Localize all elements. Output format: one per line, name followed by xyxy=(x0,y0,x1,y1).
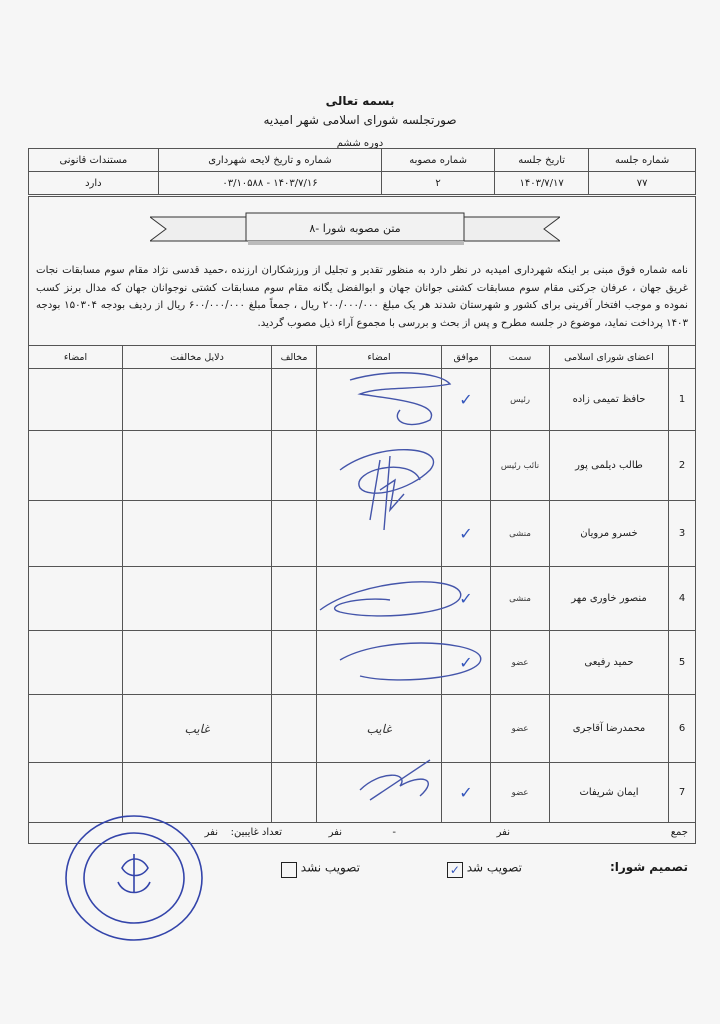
meta-table xyxy=(28,148,696,195)
header-signature-2: امضاء xyxy=(29,346,123,369)
member-agree-mark: ✓ xyxy=(442,631,491,695)
meta-value-legal-documents: دارد xyxy=(29,172,159,195)
member-role: منشی xyxy=(491,501,550,567)
member-agree-mark: ✓ xyxy=(442,501,491,567)
meta-value-resolution-number: ۲ xyxy=(382,172,495,195)
doc-subtitle: صورتجلسه شورای اسلامی شهر امیدیه xyxy=(263,113,457,127)
meta-label-session-date: تاریخ جلسه xyxy=(494,149,588,172)
member-signature2-cell xyxy=(29,631,123,695)
member-role: رئیس xyxy=(491,369,550,431)
member-reason-cell xyxy=(123,369,272,431)
council-seal-icon xyxy=(62,812,206,944)
doc-term: دوره ششم xyxy=(336,138,384,149)
member-name: حافظ تمیمی زاده xyxy=(550,369,669,431)
header-oppose: مخالف xyxy=(272,346,317,369)
meta-value-session-date: ۱۴۰۳/۷/۱۷ xyxy=(494,172,588,195)
member-signature2-cell xyxy=(29,369,123,431)
meta-label-row xyxy=(29,149,696,172)
member-signature2-cell xyxy=(29,431,123,501)
approved-checkbox[interactable] xyxy=(447,862,463,878)
member-agree-mark: ✓ xyxy=(442,567,491,631)
member-number: 1 xyxy=(669,369,696,431)
member-signature2-cell xyxy=(29,567,123,631)
member-role: عضو xyxy=(491,631,550,695)
member-name: ایمان شریفات xyxy=(550,763,669,823)
meta-label-session-number: شماره جلسه xyxy=(589,149,696,172)
member-role: عضو xyxy=(491,695,550,763)
approved-label: تصویب شد xyxy=(466,860,522,875)
member-number: 6 xyxy=(669,695,696,763)
member-number: 3 xyxy=(669,501,696,567)
member-agree-mark: ✓ xyxy=(442,369,491,431)
member-role: منشی xyxy=(491,567,550,631)
member-reason-cell xyxy=(123,501,272,567)
banner-title: ۸- متن مصوبه شورا xyxy=(309,222,401,235)
member-role: عضو xyxy=(491,763,550,823)
member-signature2-cell xyxy=(29,695,123,763)
rejected-checkbox[interactable] xyxy=(281,862,297,878)
header-member: اعضای شورای اسلامی xyxy=(550,346,669,369)
header-number xyxy=(669,346,696,369)
header-position: سمت xyxy=(491,346,550,369)
decision-label: تصمیم شورا: xyxy=(609,860,688,874)
rejected-option xyxy=(281,860,360,876)
member-reason-cell xyxy=(123,431,272,501)
member-name: منصور خاوری مهر xyxy=(550,567,669,631)
agree-unit: نفر xyxy=(496,827,510,838)
member-role: نائب رئیس xyxy=(491,431,550,501)
doc-title: بسمه تعالی xyxy=(325,94,395,108)
member-reason-cell xyxy=(123,631,272,695)
member-name: طالب دیلمی پور xyxy=(550,431,669,501)
total-label: جمع xyxy=(670,827,688,838)
total-dash: - xyxy=(392,827,396,838)
member-name: حمید رفیعی xyxy=(550,631,669,695)
resolution-text: نامه شماره فوق مبنی بر اینکه شهرداری امیدیه در نظر دارد به منظور تقدیر و تجلیل از ورزشکاران ارزنده ،حمید قدسی نژاد مقام سوم مسابقات نجات غریق جهان ، عرفان جرکتی مقام سوم مسابقات کشتی جوانان جهان و ابوالفضل یگانه مقام سوم مسابقات کشتی نوجوانان جهان که مدال برنز کسب نموده و موجب افتخار آفرینی برای کشور و شهرستان شدند هر یک مبلغ ۲۰۰/۰۰۰/۰۰۰ ریال ، جمعاً مبلغ ۶۰۰/۰۰۰/۰۰۰ ریال از ردیف بودجه ۱۵۰۳۰۴ بودجه ۱۴۰۳ پرداخت نماید، موضوع در جلسه مطرح و پس از بحث و بررسی با مجموع آراء ذیل مصوب گردید. xyxy=(36,265,688,329)
header-agree: موافق xyxy=(442,346,491,369)
header-signature: امضاء xyxy=(317,346,442,369)
member-absent-note: غایب xyxy=(317,695,442,763)
meta-value-session-number: ۷۷ xyxy=(589,172,696,195)
member-absent-reason: غایب xyxy=(123,695,272,763)
absent-count-label: تعداد غایبین: xyxy=(230,827,282,838)
header-oppose-reasons: دلایل مخالفت xyxy=(123,346,272,369)
member-number: 2 xyxy=(669,431,696,501)
member-name: محمدرضا آقاجری xyxy=(550,695,669,763)
meta-label-legal-documents: مستندات قانونی xyxy=(29,149,159,172)
member-number: 4 xyxy=(669,567,696,631)
member-number: 5 xyxy=(669,631,696,695)
meta-label-bill-number-date: شماره و تاریخ لایحه شهرداری xyxy=(158,149,382,172)
member-agree-mark: ✓ xyxy=(442,763,491,823)
meta-value-row xyxy=(29,172,696,195)
member-name: خسرو مرویان xyxy=(550,501,669,567)
absent-unit: نفر xyxy=(204,827,218,838)
meta-value-bill-number-date: ۱۴۰۳/۷/۱۶ - ۰۳/۱۰۵۸۸ xyxy=(158,172,382,195)
member-reason-cell xyxy=(123,567,272,631)
member-number: 7 xyxy=(669,763,696,823)
approved-option xyxy=(447,860,522,876)
member-signature2-cell xyxy=(29,501,123,567)
approved-check-mark: ✓ xyxy=(449,863,460,877)
oppose-unit: نفر xyxy=(328,827,342,838)
rejected-label: تصویب نشد xyxy=(300,860,360,875)
meta-label-resolution-number: شماره مصوبه xyxy=(382,149,495,172)
handwritten-signatures-icon xyxy=(300,360,500,820)
